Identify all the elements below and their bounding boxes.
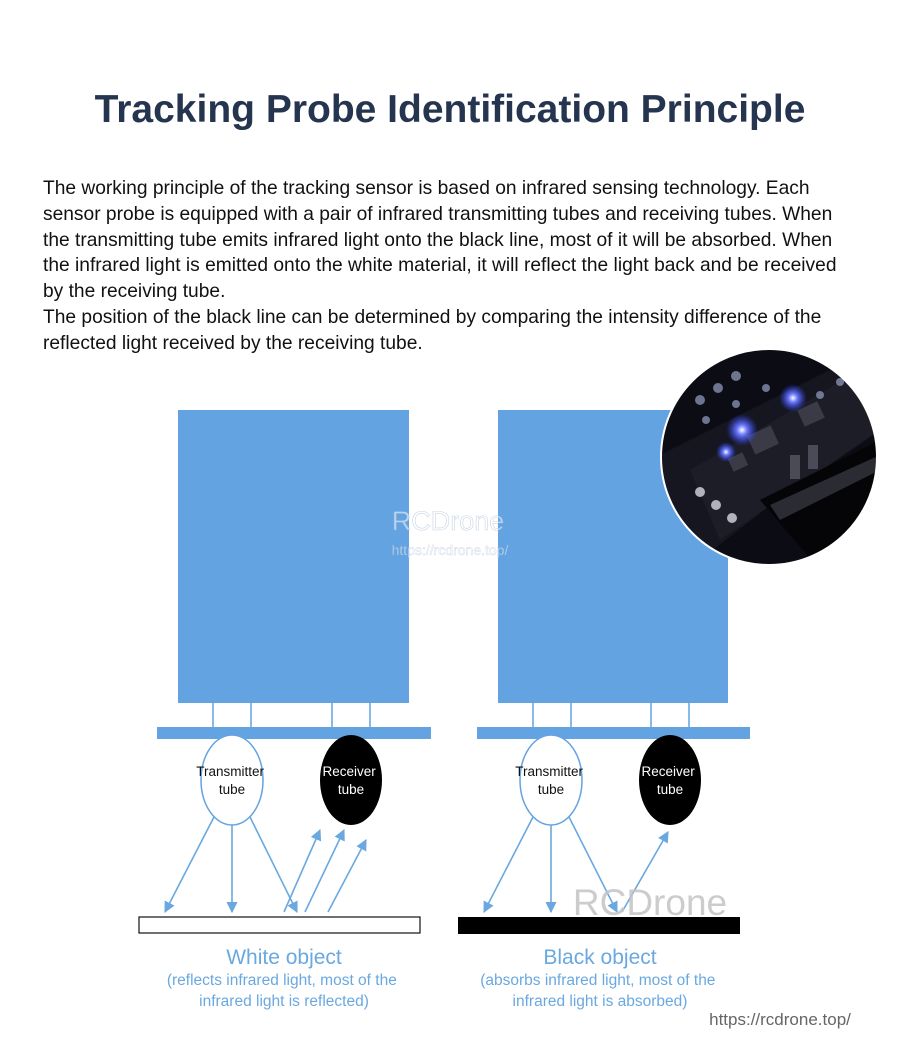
pins	[213, 703, 370, 727]
sensor-base	[477, 727, 750, 739]
page-title: Tracking Probe Identification Principle	[94, 88, 806, 131]
receiver-tube	[320, 735, 382, 825]
transmitter-tube	[201, 735, 263, 825]
paragraph-1: The working principle of the tracking sensor is based on infrared sensing technology. Each sensor probe is equipped with a pair of infrared transmitting tubes and receiving tubes. When the transmitting tube emits infrared light onto the black line, most of it will be absorbed. When the infrared light is emitted onto the white material, it will reflect the light back and be received by the receiving tube.	[43, 178, 837, 303]
paragraph-2: The position of the black line can be determined by comparing the intensity difference of the reflected light received by the receiving tube.	[43, 306, 822, 354]
white-object-title: White object	[226, 946, 342, 969]
transmitter-label: Transmitter tube	[196, 764, 264, 797]
sensor-board	[178, 410, 409, 703]
watermark-center	[392, 506, 509, 558]
receiver-tube	[639, 735, 701, 825]
black-object-title: Black object	[543, 946, 657, 969]
left-probe	[139, 410, 431, 1010]
receiver-label: Receiver tube	[322, 764, 376, 797]
transmitter-tube	[520, 735, 582, 825]
pins	[533, 703, 689, 727]
svg-text:https://rcdrone.top/: https://rcdrone.top/	[391, 542, 509, 558]
black-object-caption: (absorbs infrared light, most of the infrared light is absorbed)	[480, 972, 716, 1010]
watermark-url: https://rcdrone.top/	[709, 1010, 851, 1029]
white-object-caption: (reflects infrared light, most of the infrared light is reflected)	[166, 972, 397, 1010]
watermark-brand: RCDrone	[572, 882, 728, 923]
sensor-base	[157, 727, 431, 739]
infrared-rays	[165, 817, 366, 912]
receiver-label: Receiver tube	[641, 764, 695, 797]
svg-text:RCDrone: RCDrone	[391, 506, 505, 536]
transmitter-label: Transmitter tube	[515, 764, 583, 797]
white-object	[139, 917, 420, 933]
